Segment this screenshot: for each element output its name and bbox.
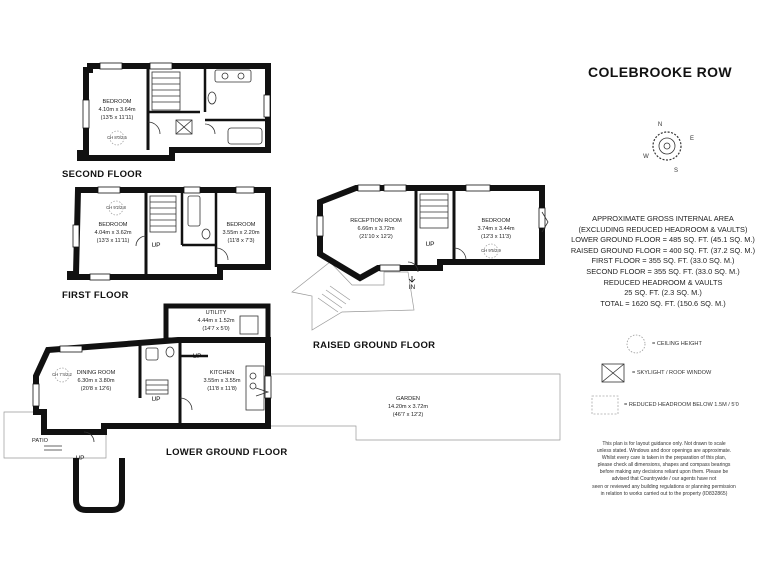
first-bedroom2-metric: 3.55m x 2.20m — [222, 230, 260, 236]
second-floor-label: SECOND FLOOR — [62, 169, 143, 180]
svg-text:(14'7 x 5'0) — [202, 326, 229, 332]
compass-n: N — [657, 122, 663, 128]
garden-imperial: (46'7 x 12'2) — [392, 412, 424, 418]
svg-text:KITCHEN — [210, 370, 235, 376]
compass-e: E — [689, 136, 695, 142]
svg-text:W — [643, 154, 649, 160]
disclaimer-line: before making any decisions reliant upon them. Please be — [599, 469, 729, 476]
raised-bedroom-metric: 3.74m x 3.44m — [477, 226, 515, 232]
kitchen-name: KITCHEN — [209, 370, 235, 376]
garden-name: GARDEN — [396, 396, 420, 402]
first-bedroom2-imperial: (11'8 x 7'3) — [227, 238, 255, 244]
gross-internal-area — [558, 214, 768, 309]
lightwell — [76, 458, 122, 510]
svg-text:CH 8'0/2.5 — [107, 135, 127, 140]
first-floor-up: UP — [151, 242, 161, 249]
first-floor-label: FIRST FLOOR — [62, 290, 129, 301]
second-bedroom-name: BEDROOM — [102, 99, 132, 105]
svg-text:UP — [151, 396, 160, 403]
legend-reduced-text: = REDUCED HEADROOM BELOW 1.5M / 5'0 — [624, 402, 739, 408]
svg-text:4.10m x 3.64m — [99, 107, 136, 113]
svg-text:6.66m x 3.72m — [358, 226, 395, 232]
first-bedroom1-metric: 4.04m x 3.62m — [94, 230, 132, 236]
area-line: FIRST FLOOR = 355 SQ. FT. (33.0 SQ. M.) — [591, 256, 735, 266]
svg-text:UTILITY — [206, 310, 227, 316]
raised-bedroom-ch: CH 9'5/2.9 — [481, 248, 501, 253]
area-line: RAISED GROUND FLOOR = 400 SQ. FT. (37.2 SQ. M.) — [570, 245, 756, 255]
disclaimer-line: in relation to works carried out to the property (ID832865) — [600, 490, 728, 497]
area-line: (EXCLUDING REDUCED HEADROOM & VAULTS) — [578, 224, 748, 234]
raised-bedroom-name: BEDROOM — [481, 218, 511, 224]
svg-text:DINING ROOM — [77, 370, 116, 376]
disclaimer-line: seen or reviewed any building regulations or planning permission — [592, 483, 736, 490]
first-bedroom1-ch: CH 9'2/2.8 — [106, 205, 126, 210]
dining-ch: CH 7'4/2.2 — [52, 372, 72, 377]
second-bedroom-ch: CH 8'0/2.5 — [107, 135, 127, 140]
reduced-headroom-legend-icon — [592, 396, 618, 414]
disclaimer-line: This plan is for layout guidance only. Not drawn to scale — [602, 441, 726, 447]
disclaimer-line: advised that Countrywide / our agents have not — [611, 476, 717, 483]
svg-text:CH 7'4/2.2 — [52, 372, 72, 377]
svg-text:N — [658, 122, 662, 128]
compass-s: S — [673, 168, 679, 174]
compass-w: W — [643, 154, 649, 160]
second-floor-plan — [80, 63, 270, 158]
disclaimer-line: please check all dimensions, shapes and compass bearings — [597, 462, 731, 469]
disclaimer-line: Whilst every care is taken in the preparation of this plan, — [601, 455, 727, 462]
svg-text:UP — [192, 353, 201, 360]
area-line: 25 SQ. FT. (2.3 SQ. M.) — [624, 288, 702, 298]
svg-text:BEDROOM — [99, 222, 128, 228]
svg-text:IN — [409, 284, 416, 291]
area-line: SECOND FLOOR = 355 SQ. FT. (33.0 SQ. M.) — [586, 266, 740, 276]
svg-text:BEDROOM — [103, 99, 132, 105]
svg-text:3.55m x 3.55m — [204, 378, 241, 384]
second-bedroom-metric: 4.10m x 3.64m — [98, 107, 136, 113]
dining-imperial: (20'8 x 12'6) — [80, 386, 112, 392]
svg-text:UP — [425, 241, 434, 248]
svg-text:(46'7 x 12'2) — [393, 412, 424, 418]
raised-floor-up: UP — [425, 241, 435, 248]
svg-text:GARDEN — [396, 396, 420, 402]
utility-metric: 4.44m x 1.52m — [197, 318, 235, 324]
raised-floor-walls — [320, 188, 542, 278]
svg-text:3.74m x 3.44m — [478, 226, 515, 232]
lower-ground-floor-plan — [4, 306, 560, 510]
lower-up-1: UP — [192, 353, 202, 360]
svg-text:6.30m x 3.80m — [78, 378, 115, 384]
garden-metric: 14.20m x 3.72m — [387, 404, 429, 410]
svg-text:E — [690, 136, 694, 142]
disclaimer — [585, 441, 743, 498]
raised-ground-floor-label: RAISED GROUND FLOOR — [313, 340, 436, 351]
svg-text:3.55m x 2.20m — [223, 230, 260, 236]
svg-text:PATIO — [32, 438, 49, 444]
svg-text:4.04m x 3.62m — [95, 230, 132, 236]
skylight-legend-icon — [602, 364, 624, 382]
svg-text:(21'10 x 12'2) — [359, 234, 393, 240]
legend-ceiling-text: = CEILING HEIGHT — [652, 341, 702, 347]
svg-text:(20'8 x 12'6) — [81, 386, 112, 392]
area-line: APPROXIMATE GROSS INTERNAL AREA — [592, 214, 734, 223]
lower-ground-floor-label: LOWER GROUND FLOOR — [166, 447, 288, 458]
svg-text:(13'3 x 11'11) — [97, 238, 130, 244]
patio-label: PATIO — [32, 438, 48, 444]
svg-text:(13'5 x 11'11) — [101, 115, 134, 121]
compass-icon — [643, 122, 694, 174]
raised-floor-in: IN — [408, 284, 416, 291]
reception-metric: 6.66m x 3.72m — [357, 226, 395, 232]
svg-text:CH 9'5/2.9 — [481, 248, 501, 253]
first-bedroom1-imperial: (13'3 x 11'11) — [96, 238, 130, 244]
first-floor-plan — [70, 187, 268, 280]
lower-up-3: UP — [75, 455, 85, 462]
svg-text:(11'8 x 11'8) — [207, 386, 237, 392]
svg-text:4.44m x 1.52m — [198, 318, 235, 324]
disclaimer-line: unless stated. Windows and door openings are approximate. — [596, 448, 732, 455]
kitchen-metric: 3.55m x 3.55m — [203, 378, 241, 384]
utility-name: UTILITY — [205, 310, 227, 316]
property-title: COLEBROOKE ROW — [587, 64, 733, 80]
dining-metric: 6.30m x 3.80m — [77, 378, 115, 384]
ceiling-height-legend-icon — [627, 335, 645, 353]
svg-text:BEDROOM — [482, 218, 511, 224]
svg-text:S — [674, 168, 678, 174]
lower-up-2: UP — [151, 396, 161, 403]
legend-skylight-text: = SKYLIGHT / ROOF WINDOW — [632, 370, 712, 376]
area-line: REDUCED HEADROOM & VAULTS — [603, 277, 723, 287]
first-bedroom2-name: BEDROOM — [226, 222, 256, 228]
raised-bedroom-imperial: (12'3 x 11'3) — [480, 234, 512, 240]
svg-text:14.20m x 3.72m — [388, 404, 428, 410]
area-line: TOTAL = 1620 SQ. FT. (150.6 SQ. M.) — [600, 298, 726, 308]
svg-text:BEDROOM — [227, 222, 256, 228]
dining-name: DINING ROOM — [76, 370, 116, 376]
svg-text:RECEPTION ROOM — [350, 218, 402, 224]
first-bedroom1-name: BEDROOM — [98, 222, 128, 228]
area-line: LOWER GROUND FLOOR = 485 SQ. FT. (45.1 SQ. M.) — [571, 235, 755, 245]
svg-text:(12'3 x 11'3) — [481, 234, 511, 240]
raised-ground-floor-plan — [292, 185, 548, 330]
svg-text:UP — [151, 242, 160, 249]
reception-imperial: (21'10 x 12'2) — [359, 234, 393, 240]
svg-text:CH 9'2/2.8 — [106, 205, 126, 210]
second-bedroom-imperial: (13'5 x 11'11) — [100, 115, 134, 121]
utility-imperial: (14'7 x 5'0) — [202, 326, 230, 332]
svg-text:UP — [75, 455, 84, 462]
svg-text:(11'8 x 7'3) — [228, 238, 255, 244]
kitchen-imperial: (11'8 x 11'8) — [207, 386, 237, 392]
reception-name: RECEPTION ROOM — [350, 218, 402, 224]
